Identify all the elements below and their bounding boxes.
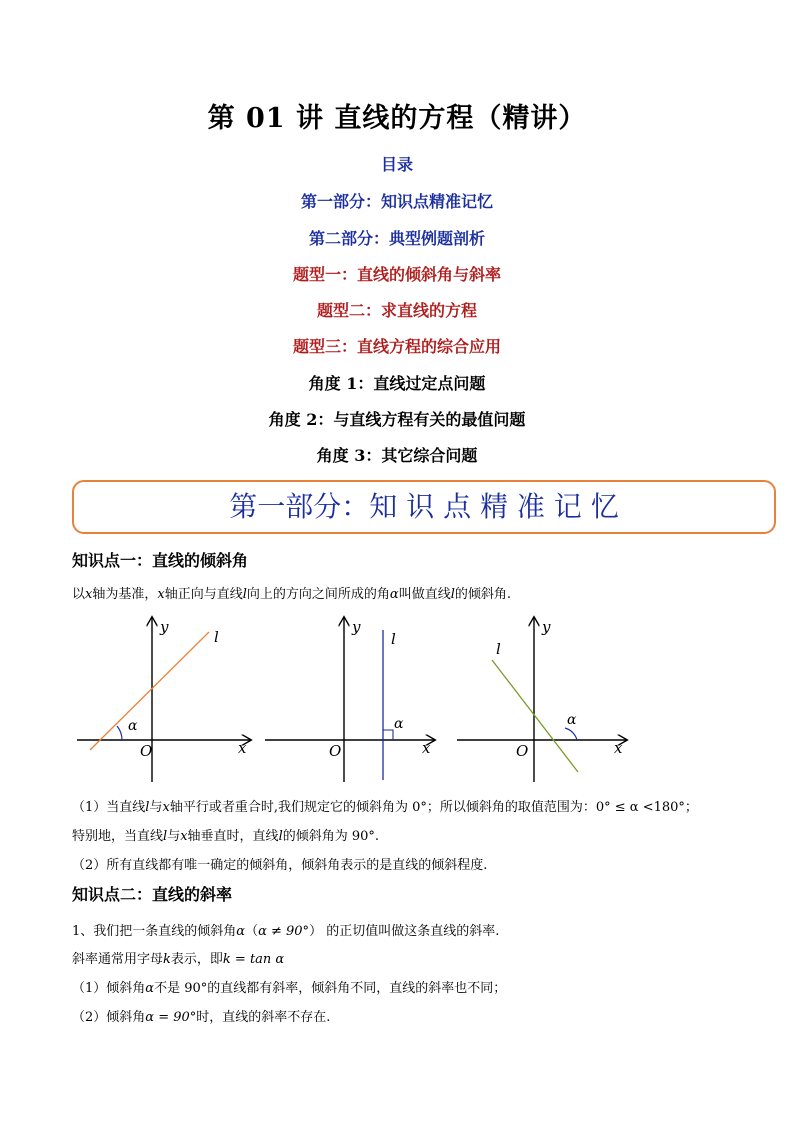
toc-type3[interactable]: 题型三：直线方程的综合应用	[292, 337, 501, 356]
l-label: l	[496, 640, 501, 658]
x-label: x	[422, 739, 431, 757]
toc-angle1[interactable]: 角度 1：直线过定点问题	[308, 374, 486, 393]
figure-right-angle	[262, 612, 442, 784]
y-label: y	[542, 618, 551, 636]
right-angle-mark	[383, 730, 393, 740]
note-1b: 特别地，当直线l与x轴垂直时，直线l的倾斜角为 90°.	[72, 829, 380, 844]
alpha-label: α	[567, 712, 577, 728]
page-title: 第 01 讲 直线的方程（精讲）	[207, 103, 587, 134]
toc-heading: 目录	[380, 155, 413, 174]
kp2-line-4: （2）倾斜角α = 90°时，直线的斜率不存在.	[72, 1010, 331, 1025]
toc-part1[interactable]: 第一部分：知识点精准记忆	[300, 192, 493, 211]
l-label: l	[214, 628, 219, 646]
x-label: x	[614, 739, 623, 757]
kp1-definition: 以x轴为基准，x轴正向与直线l向上的方向之间所成的角α叫做直线l的倾斜角.	[72, 587, 512, 602]
line-l	[90, 632, 209, 750]
kp2-heading: 知识点二：直线的斜率	[72, 885, 233, 904]
kp1-heading: 知识点一：直线的倾斜角	[72, 551, 249, 570]
angle-arc	[117, 726, 122, 740]
section-banner	[72, 480, 776, 534]
line-l	[492, 660, 578, 772]
y-label: y	[352, 618, 361, 636]
toc-angle2[interactable]: 角度 2：与直线方程有关的最值问题	[268, 410, 526, 429]
figure-obtuse-angle	[454, 612, 634, 784]
note-1: （1）当直线l与x轴平行或者重合时,我们规定它的倾斜角为 0°；所以倾斜角的取值范围为：0° ≤ α <180°；	[72, 800, 698, 815]
figure-acute-angle	[72, 612, 262, 784]
kp2-line-2: 斜率通常用字母k表示，即k = tan α	[72, 952, 285, 967]
toc-angle3[interactable]: 角度 3：其它综合问题	[316, 446, 478, 465]
section-banner-text: 第一部分：知 识 点 精 准 记 忆	[229, 490, 619, 523]
kp2-line-1: 1、我们把一条直线的倾斜角α（α ≠ 90°） 的正切值叫做这条直线的斜率.	[72, 924, 500, 939]
y-label: y	[160, 618, 169, 636]
toc-type2[interactable]: 题型二：求直线的方程	[316, 301, 477, 320]
note-2: （2）所有直线都有唯一确定的倾斜角，倾斜角表示的是直线的倾斜程度.	[72, 858, 488, 873]
x-label: x	[238, 739, 247, 757]
kp2-line-3: （1）倾斜角α不是 90°的直线都有斜率，倾斜角不同，直线的斜率也不同；	[72, 981, 507, 996]
toc-part2[interactable]: 第二部分：典型例题剖析	[308, 229, 485, 248]
l-label: l	[391, 630, 396, 648]
alpha-label: α	[394, 716, 404, 732]
alpha-label: α	[128, 718, 138, 734]
angle-arc	[565, 728, 577, 740]
origin-label: O	[140, 742, 153, 760]
origin-label: O	[516, 742, 529, 760]
origin-label: O	[329, 742, 342, 760]
toc-type1[interactable]: 题型一：直线的倾斜角与斜率	[292, 265, 501, 284]
